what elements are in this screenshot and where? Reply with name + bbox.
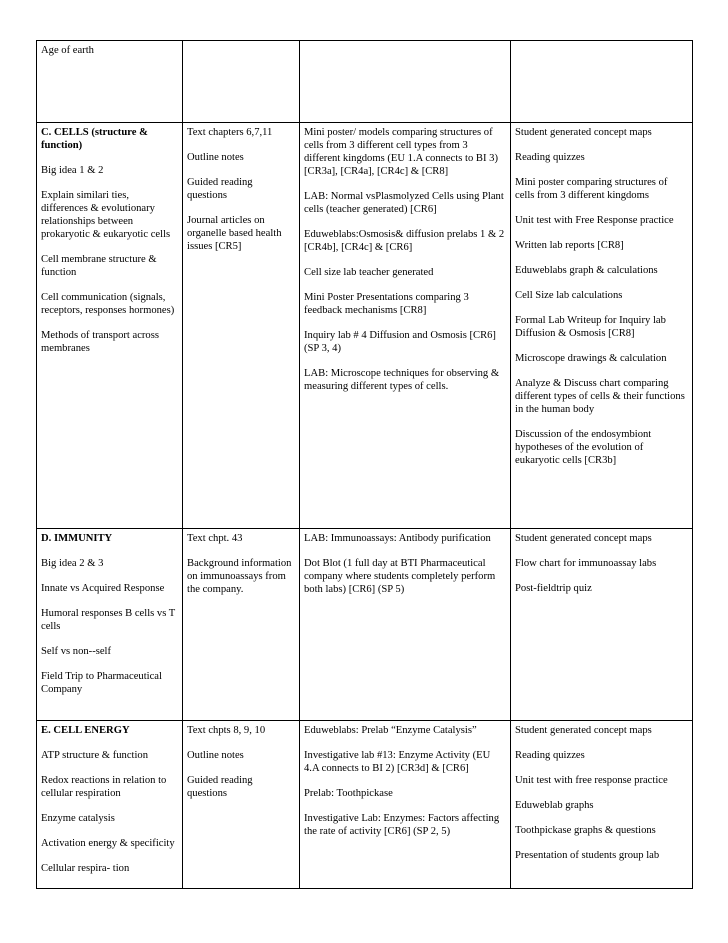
activities-cell (300, 41, 511, 123)
cell-paragraph: Dot Blot (1 full day at BTI Pharmaceutical company where students completely perform both labs) [CR6] (SP 5) (304, 558, 496, 595)
cell-paragraph: Background information on immunoassays from the company. (187, 558, 292, 595)
table-row (37, 123, 693, 529)
cell-paragraph: Written lab reports [CR8] (515, 240, 624, 251)
assessments-cell (511, 529, 693, 721)
table-row (37, 529, 693, 721)
table-row (37, 721, 693, 889)
cell-paragraph: Flow chart for immunoassay labs (515, 558, 657, 569)
cell-paragraph: Eduweblabs graph & calculations (515, 265, 658, 276)
cell-paragraph: Mini poster/ models comparing structures of cells from 3 different cell types from 3 different kingdoms (EU 1.A connects to BI 3) [CR3a], [CR4a], [CR4c] & [CR8] (304, 127, 498, 177)
cell-paragraph: Student generated concept maps (515, 533, 652, 544)
cell-paragraph: Student generated concept maps (515, 725, 652, 736)
cell-paragraph: Mini poster comparing structures of cells from 3 different kingdoms (515, 177, 668, 201)
cell-paragraph: Eduweblabs:Osmosis& diffusion prelabs 1 & 2 [CR4b], [CR4c] & [CR6] (304, 229, 505, 253)
cell-paragraph: Outline notes (187, 152, 244, 163)
cell-paragraph: Innate vs Acquired Response (41, 583, 165, 594)
cell-paragraph: Mini Poster Presentations comparing 3 feedback mechanisms [CR8] (304, 292, 469, 316)
cell-paragraph: E. CELL ENERGY (41, 725, 130, 736)
resources-cell (183, 721, 300, 889)
cell-paragraph: C. CELLS (structure & function) (41, 127, 148, 151)
assessments-cell (511, 123, 693, 529)
cell-paragraph: Reading quizzes (515, 750, 585, 761)
cell-paragraph: Toothpickase graphs & questions (515, 825, 656, 836)
cell-paragraph: Cell Size lab calculations (515, 290, 623, 301)
cell-paragraph: Activation energy & specificity (41, 838, 175, 849)
topic-cell (37, 123, 183, 529)
resources-cell (183, 123, 300, 529)
cell-paragraph: Big idea 2 & 3 (41, 558, 104, 569)
cell-paragraph: Cellular respira- tion (41, 863, 130, 874)
cell-paragraph: D. IMMUNITY (41, 533, 113, 544)
cell-paragraph: Cell size lab teacher generated (304, 267, 434, 278)
cell-paragraph: Student generated concept maps (515, 127, 652, 138)
cell-paragraph: Explain similari ties, differences & evolutionary relationships between prokaryotic & eukaryotic cells (41, 190, 171, 240)
activities-cell (300, 123, 511, 529)
cell-paragraph: ATP structure & function (41, 750, 148, 761)
cell-paragraph: Unit test with free response practice (515, 775, 668, 786)
cell-paragraph: Field Trip to Pharmaceutical Company (41, 671, 162, 695)
cell-paragraph: Text chpt. 43 (187, 533, 243, 544)
cell-paragraph: Investigative lab #13: Enzyme Activity (EU 4.A connects to BI 2) [CR3d] & [CR6] (304, 750, 491, 774)
cell-paragraph: Guided reading questions (187, 775, 253, 799)
cell-paragraph: Discussion of the endosymbiont hypotheses of the evolution of eukaryotic cells [CR3b] (515, 429, 652, 466)
cell-paragraph: Humoral responses B cells vs T cells (41, 608, 176, 632)
topic-cell (37, 529, 183, 721)
cell-paragraph: Unit test with Free Response practice (515, 215, 674, 226)
cell-paragraph: Post-fieldtrip quiz (515, 583, 592, 594)
activities-cell (300, 721, 511, 889)
cell-paragraph: Investigative Lab: Enzymes: Factors affecting the rate of activity [CR6] (SP 2, 5) (304, 813, 500, 837)
topic-cell (37, 41, 183, 123)
cell-paragraph: Cell communication (signals, receptors, responses hormones) (41, 292, 175, 316)
cell-paragraph: Outline notes (187, 750, 244, 761)
cell-paragraph: Eduweblab graphs (515, 800, 594, 811)
cell-paragraph: Reading quizzes (515, 152, 585, 163)
resources-cell (183, 529, 300, 721)
cell-paragraph: Journal articles on organelle based health issues [CR5] (187, 215, 282, 252)
cell-paragraph: LAB: Microscope techniques for observing & measuring different types of cells. (304, 368, 500, 392)
cell-paragraph: Analyze & Discuss chart comparing different types of cells & their functions in the human body (515, 378, 685, 415)
activities-cell (300, 529, 511, 721)
cell-paragraph: Formal Lab Writeup for Inquiry lab Diffusion & Osmosis [CR8] (515, 315, 666, 339)
cell-paragraph: Methods of transport across membranes (41, 330, 159, 354)
assessments-cell (511, 721, 693, 889)
cell-paragraph: Microscope drawings & calculation (515, 353, 667, 364)
cell-paragraph: Cell membrane structure & function (41, 254, 157, 278)
curriculum-table (36, 40, 693, 889)
cell-paragraph: Self vs non--self (41, 646, 112, 657)
cell-paragraph: Text chpts 8, 9, 10 (187, 725, 266, 736)
topic-cell (37, 721, 183, 889)
resources-cell (183, 41, 300, 123)
table-row (37, 41, 693, 123)
cell-paragraph: Text chapters 6,7,11 (187, 127, 273, 138)
cell-paragraph: LAB: Normal vsPlasmolyzed Cells using Plant cells (teacher generated) [CR6] (304, 191, 504, 215)
cell-paragraph: Guided reading questions (187, 177, 253, 201)
cell-paragraph: Inquiry lab # 4 Diffusion and Osmosis [CR6] (SP 3, 4) (304, 330, 496, 354)
cell-paragraph: Age of earth (41, 45, 94, 56)
cell-paragraph: Redox reactions in relation to cellular respiration (41, 775, 167, 799)
cell-paragraph: Big idea 1 & 2 (41, 165, 104, 176)
cell-paragraph: LAB: Immunoassays: Antibody purification (304, 533, 491, 544)
cell-paragraph: Prelab: Toothpickase (304, 788, 393, 799)
cell-paragraph: Enzyme catalysis (41, 813, 115, 824)
cell-paragraph: Eduweblabs: Prelab “Enzyme Catalysis” (304, 725, 477, 736)
assessments-cell (511, 41, 693, 123)
cell-paragraph: Presentation of students group lab (515, 850, 660, 861)
